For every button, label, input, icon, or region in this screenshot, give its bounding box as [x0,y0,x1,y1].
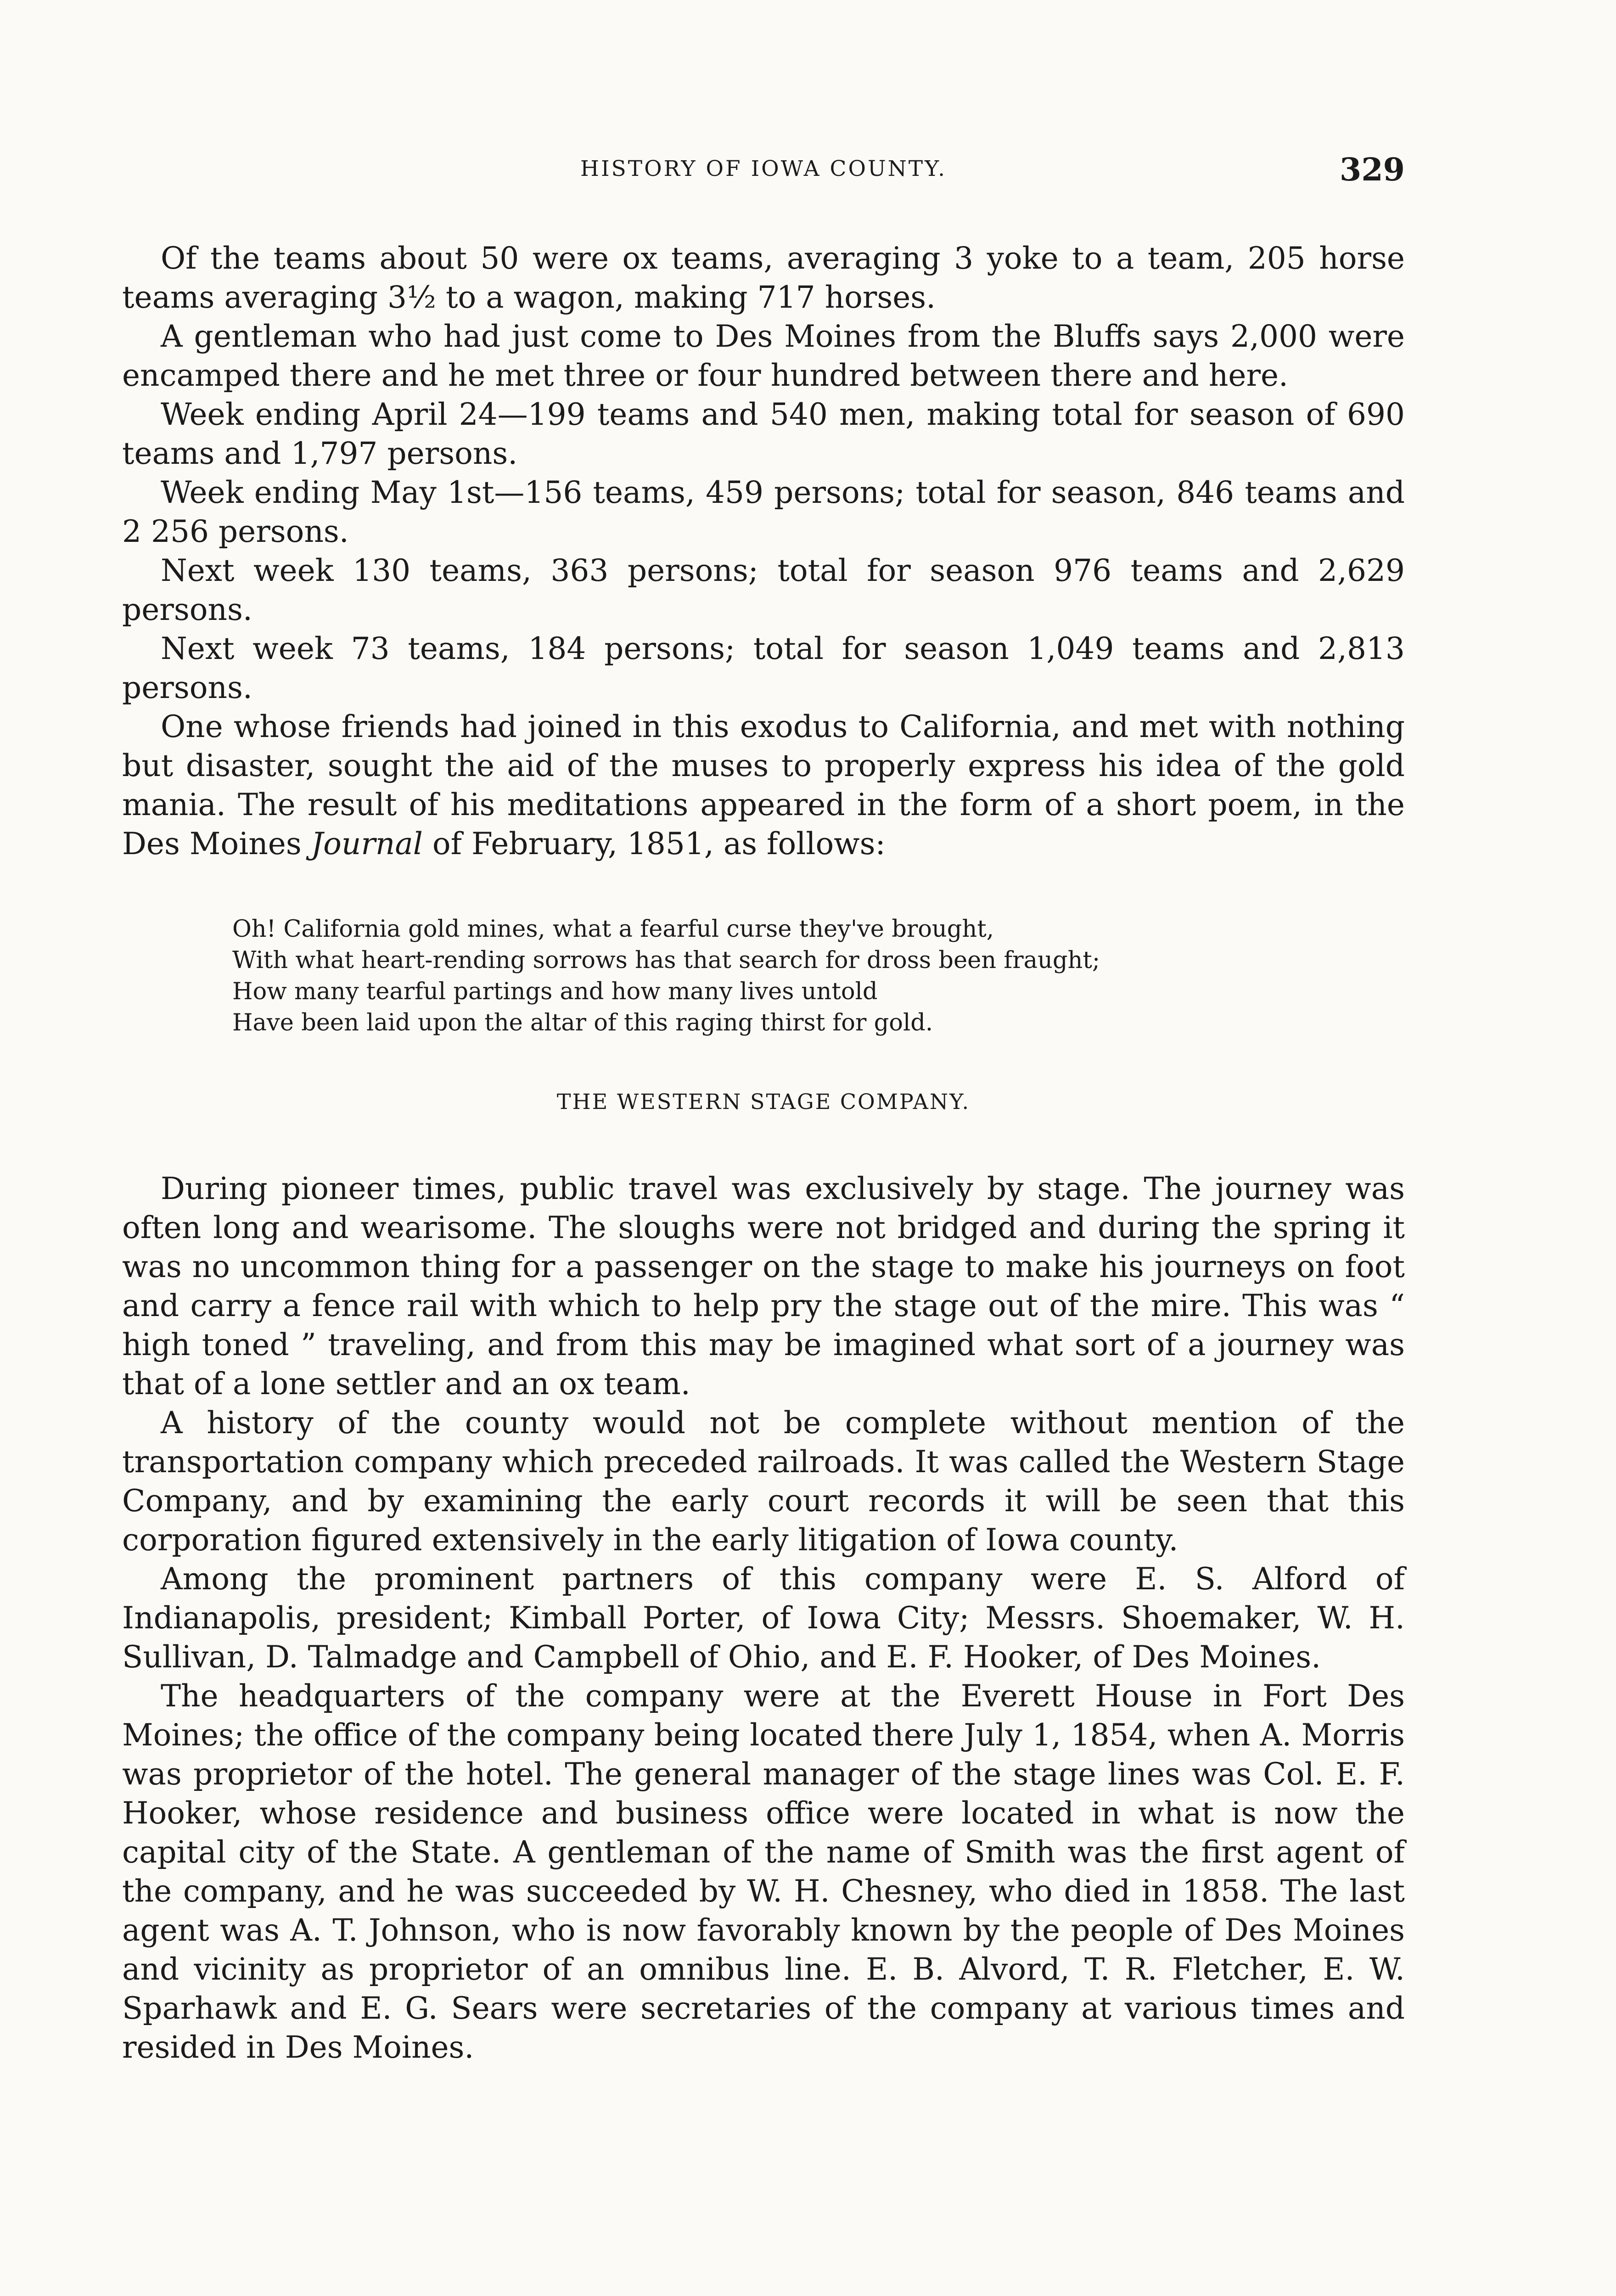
paragraph: Next week 73 teams, 184 persons; total for season 1,049 teams and 2,813 persons. [122,631,1405,705]
paragraph: During pioneer times, public travel was exclusively by stage. The journey was often long and wearisome. The sloughs were not bridged and during the spring it was no uncommon thing for a passenger on the stage to make his journeys on foot and carry a fence rail with which to help pry the stage out of the mire. This was “ high toned ” traveling, and from this may be imagined what sort of a journey was that of a lone settler and an ox team. [122,1171,1405,1401]
poem-line: With what heart-rending sorrows has that search for dross been fraught; [232,947,1100,974]
page-header [122,152,1405,197]
poem-intro-text-end: of February, 1851, as follows: [422,826,886,861]
poem-line: Oh! California gold mines, what a fearful curse they've brought, [232,916,994,943]
poem [232,914,1405,1039]
paragraph: A gentleman who had just come to Des Moines from the Bluffs says 2,000 were encamped there and he met three or four hundred between there and here. [122,319,1405,393]
running-head: HISTORY OF IOWA COUNTY. [580,156,947,181]
journal-title: Journal [311,826,423,861]
paragraph: Next week 130 teams, 363 persons; total for season 976 teams and 2,629 persons. [122,553,1405,627]
page-number: 329 [1340,152,1405,188]
section-heading: THE WESTERN STAGE COMPANY. [556,1089,971,1114]
body-text [122,239,1405,2067]
paragraph: Week ending May 1st—156 teams, 459 persons; total for season, 846 teams and 2 256 persons. [122,475,1405,549]
poem-line: Have been laid upon the altar of this raging thirst for gold. [232,1009,933,1036]
poem-intro-text: One whose friends had joined in this exodus to California, and met with nothing but disaster, sought the aid of the muses to properly express his idea of the gold mania. The result of his meditations appeared in the form of a short poem, in the Des Moines [122,709,1405,861]
poem-intro-paragraph [122,707,1405,863]
paragraph: Of the teams about 50 were ox teams, averaging 3 yoke to a team, 205 horse teams averaging 3½ to a wagon, making 717 horses. [122,241,1405,315]
paragraph: A history of the county would not be complete without mention of the transportation company which preceded railroads. It was called the Western Stage Company, and by examining the early court records it will be seen that this corporation figured extensively in the early litigation of Iowa county. [122,1405,1405,1558]
poem-line: How many tearful partings and how many lives untold [232,978,878,1005]
paragraph: Among the prominent partners of this company were E. S. Alford of Indianapolis, president; Kimball Porter, of Iowa City; Messrs. Shoemaker, W. H. Sullivan, D. Talmadge and Campbell of Ohio, and E. F. Hooker, of Des Moines. [122,1561,1405,1675]
paragraph: Week ending April 24—199 teams and 540 men, making total for season of 690 teams and 1,797 persons. [122,397,1405,471]
paragraph: The headquarters of the company were at the Everett House in Fort Des Moines; the office of the company being located there July 1, 1854, when A. Morris was proprietor of the hotel. The general manager of the stage lines was Col. E. F. Hooker, whose residence and business office were located in what is now the capital city of the State. A gentleman of the name of Smith was the first agent of the company, and he was succeeded by W. H. Chesney, who died in 1858. The last agent was A. T. Johnson, who is now favorably known by the people of Des Moines and vicinity as proprietor of an omnibus line. E. B. Alvord, T. R. Fletcher, E. W. Sparhawk and E. G. Sears were secretaries of the company at various times and resided in Des Moines. [122,1678,1405,2065]
